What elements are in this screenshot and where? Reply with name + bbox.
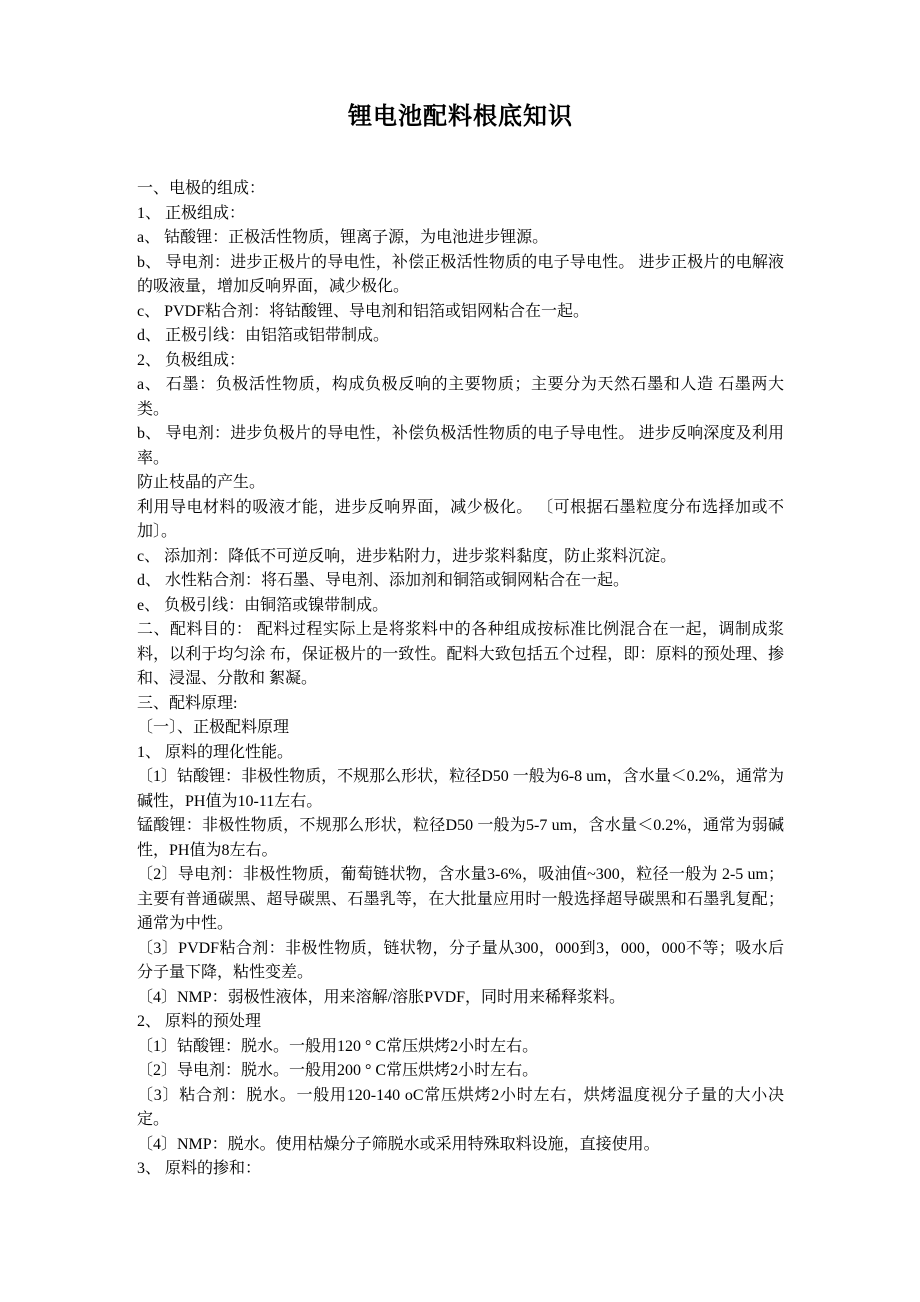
paragraph: a、 钴酸锂：正极活性物质，锂离子源，为电池进步锂源。 bbox=[137, 229, 549, 246]
paragraph: 利用导电材料的吸液才能，进步反响界面，减少极化。 〔可根据石墨粒度分布选择加或不加〕。 bbox=[137, 498, 784, 540]
document-title: 锂电池配料根底知识 bbox=[348, 104, 573, 130]
paragraph: 〔一〕、正极配料原理 bbox=[137, 719, 290, 736]
paragraph: 〔1〕钴酸锂：脱水。一般用120 ° C常压烘烤2小时左右。 bbox=[137, 1037, 539, 1055]
paragraph: b、 导电剂：进步正极片的导电性，补偿正极活性物质的电子导电性。 进步正极片的电解液的吸液量，增加反响界面，减少极化。 bbox=[137, 253, 784, 295]
paragraph: 〔3〕PVDF粘合剂：非极性物质，链状物，分子量从300，000到3，000，000不等；吸水后分子量下降，粘性变差。 bbox=[137, 939, 784, 981]
paragraph: 〔1〕钴酸锂：非极性物质，不规那么形状，粒径D50 一般为6-8 um，含水量＜0.2%，通常为碱性，PH值为10-11左右。 bbox=[137, 768, 784, 810]
paragraph: 〔4〕NMP：弱极性液体，用来溶解/溶胀PVDF，同时用来稀释浆料。 bbox=[137, 988, 626, 1006]
paragraph: 防止枝晶的产生。 bbox=[137, 474, 266, 491]
paragraph: a、 石墨：负极活性物质，构成负极反响的主要物质；主要分为天然石墨和人造 石墨两大类。 bbox=[137, 376, 784, 418]
paragraph: 锰酸锂：非极性物质，不规那么形状，粒径D50 一般为5-7 um，含水量＜0.2%，通常为弱碱性，PH值为8左右。 bbox=[137, 817, 784, 859]
paragraph: c、 PVDF粘合剂：将钴酸锂、导电剂和铝箔或铝网粘合在一起。 bbox=[137, 302, 590, 320]
paragraph: 2、 原料的预处理 bbox=[137, 1013, 262, 1030]
paragraph: 二、配料目的： 配料过程实际上是将浆料中的各种组成按标准比例混合在一起，调制成浆料，以利于均匀涂 布，保证极片的一致性。配料大致包括五个过程，即：原料的预处理、掺和、浸湿、分散和 絮凝。 bbox=[137, 621, 784, 687]
paragraph: 1、 正极组成： bbox=[137, 204, 246, 222]
paragraph: 3、 原料的掺和： bbox=[137, 1160, 262, 1177]
paragraph: 2、 负极组成： bbox=[137, 351, 246, 369]
paragraph: 〔2〕导电剂：脱水。一般用200 ° C常压烘烤2小时左右。 bbox=[137, 1062, 539, 1079]
paragraph: 〔3〕粘合剂：脱水。一般用120-140 oC常压烘烤2小时左右，烘烤温度视分子量的大小决定。 bbox=[137, 1086, 784, 1128]
paragraph: 三、配料原理: bbox=[137, 694, 238, 712]
paragraph: b、 导电剂：进步负极片的导电性，补偿负极活性物质的电子导电性。 进步反响深度及利用率。 bbox=[137, 425, 784, 467]
paragraph: d、 正极引线：由铝箔或铝带制成。 bbox=[137, 327, 390, 344]
document-body bbox=[137, 177, 784, 1182]
paragraph: d、 水性粘合剂：将石墨、导电剂、添加剂和铜箔或铜网粘合在一起。 bbox=[137, 572, 630, 589]
paragraph: 1、 原料的理化性能。 bbox=[137, 743, 294, 761]
paragraph: c、 添加剂：降低不可逆反响，进步粘附力，进步浆料黏度，防止浆料沉淀。 bbox=[137, 547, 677, 565]
paragraph: e、 负极引线：由铜箔或镍带制成。 bbox=[137, 596, 389, 614]
paragraph: 〔2〕导电剂：非极性物质，葡萄链状物，含水量3-6%，吸油值~300，粒径一般为 2-5 um；主要有普通碳黑、超导碳黑、石墨乳等，在大批量应用时一般选择超导碳黑和石墨乳复配；通常为中性。 bbox=[137, 866, 784, 932]
paragraph: 一、电极的组成： bbox=[137, 180, 266, 197]
paragraph: 〔4〕NMP：脱水。使用枯燥分子筛脱水或采用特殊取料设施，直接使用。 bbox=[137, 1135, 660, 1153]
